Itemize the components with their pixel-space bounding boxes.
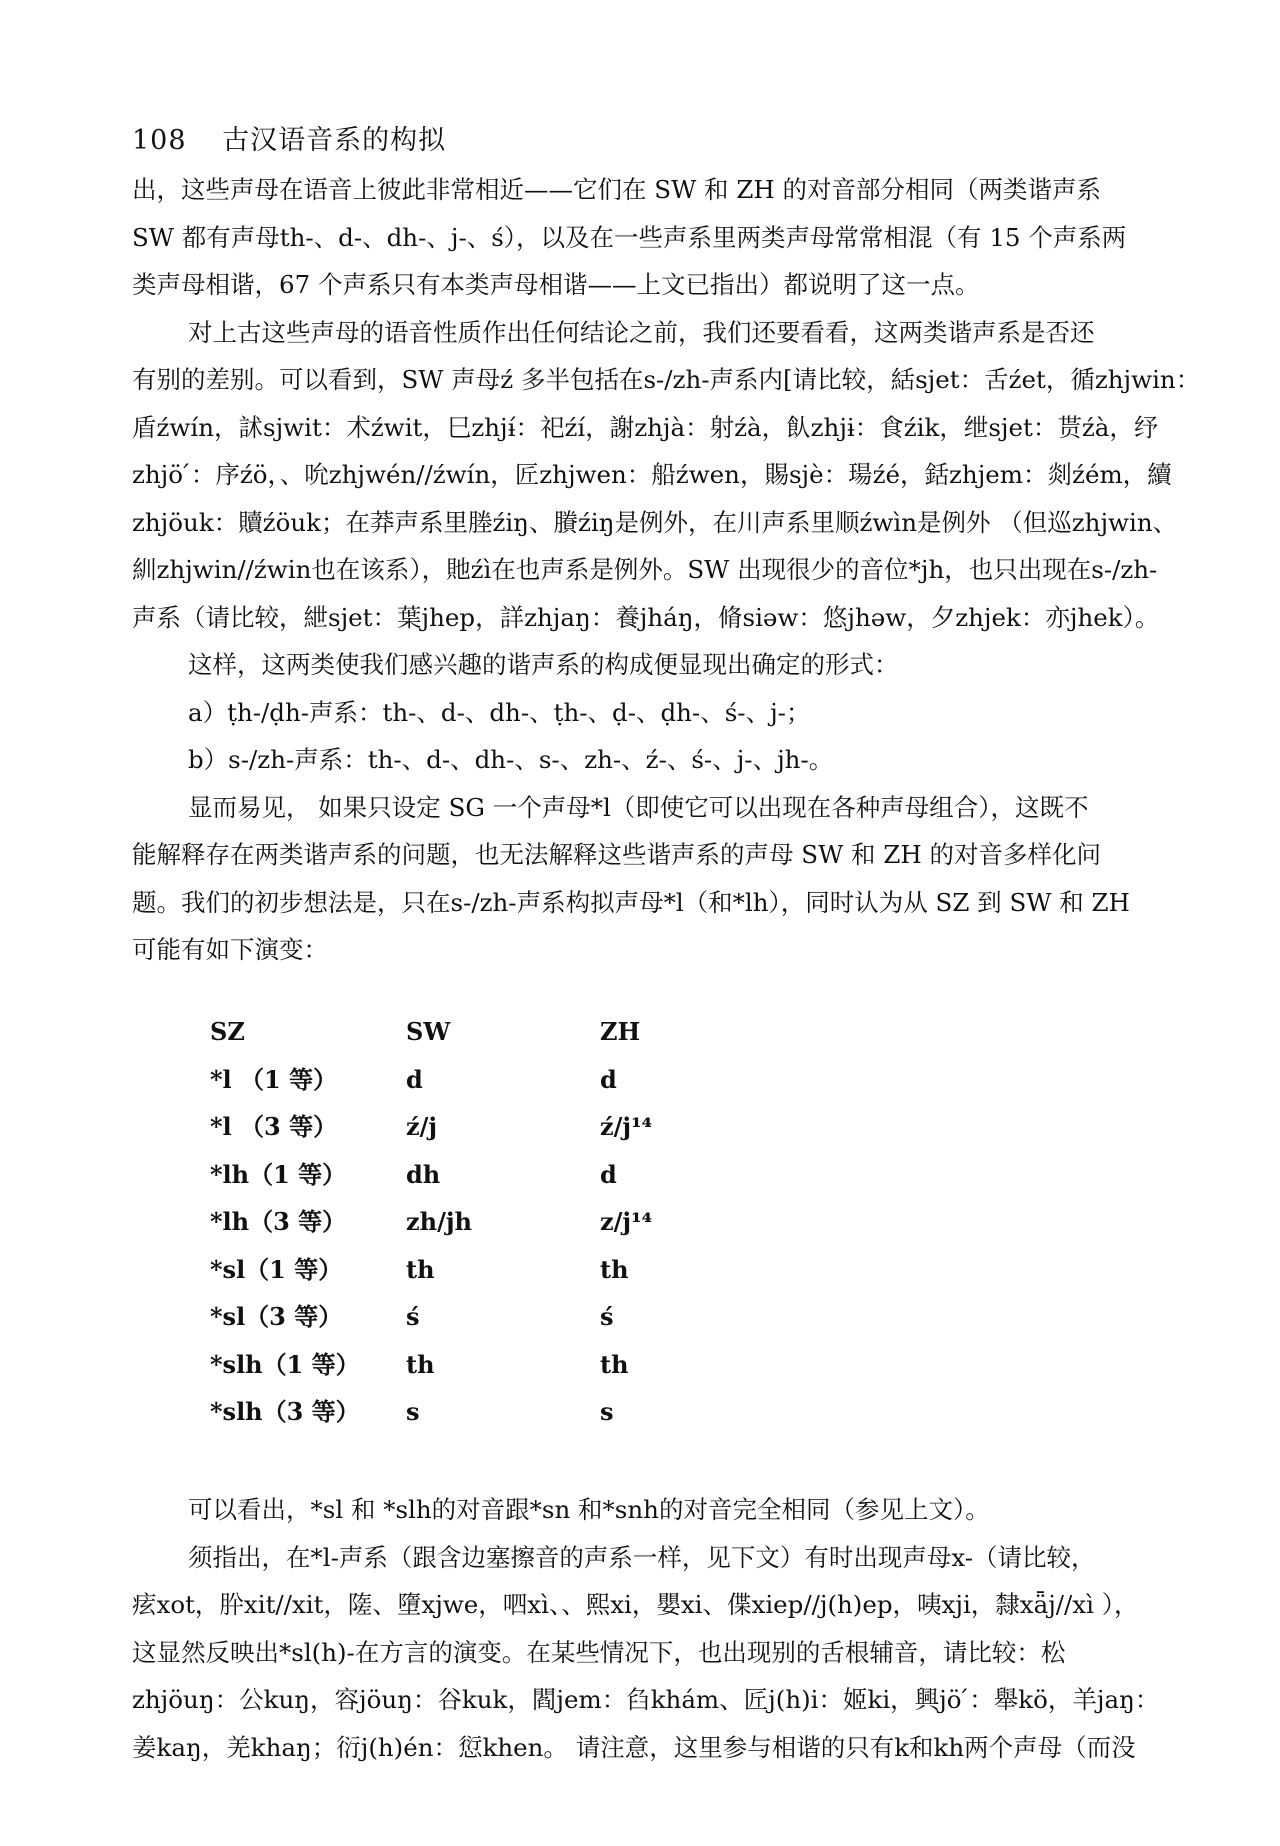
table-row (210, 1103, 770, 1151)
cell-sz: *l （3 等） (210, 1112, 338, 1141)
running-title: 古汉语音系的构拟 (222, 125, 447, 156)
table-row (210, 1198, 770, 1246)
table-row (210, 1246, 770, 1294)
cell-zh: d (600, 1159, 617, 1189)
cell-sw: d (406, 1064, 423, 1094)
text-line: 须指出，在*l-声系（跟含边塞擦音的声系一样，见下文）有时出现声母x-（请比较， (188, 1542, 1096, 1572)
table-row (210, 1293, 770, 1341)
table-header-row (210, 1008, 770, 1056)
text-line: 可能有如下演变： (132, 935, 328, 964)
header-sz: SZ (210, 1017, 245, 1046)
text-line: zhjöuk：贖źöuk；在莽声系里塍źiŋ、賸źiŋ是例外，在川声系里顺źwìn是例外 （但巡zhjwin、 (132, 507, 1178, 537)
cell-sw: th (406, 1254, 435, 1284)
text-line: 盾źwín，訹sjwit：术źwit，巳zhjɨ́：祀źí，謝zhjà：射źà，飤zhjɨ：食źik，绁sjet：贳źà，纾 (132, 412, 1159, 442)
text-line: 可以看出，*sl 和 *slh的对音跟*sn 和*snh的对音完全相同（参见上文）。 (188, 1495, 990, 1524)
text-line: 姜kaŋ，羌khaŋ；衍j(h)én：愆khen。 请注意，这里参与相谐的只有k和kh两个声母（而没 (132, 1732, 1136, 1762)
table-row (210, 1056, 770, 1104)
cell-sz: *l （1 等） (210, 1064, 338, 1094)
cell-zh: th (600, 1254, 629, 1284)
cell-sw: ś (406, 1302, 420, 1331)
cell-sz: *lh（3 等） (210, 1207, 347, 1236)
cell-zh: ś (600, 1302, 614, 1331)
page-number: 108 (132, 125, 187, 156)
cell-sz: *slh（1 等） (210, 1349, 360, 1379)
cell-sz: *sl（1 等） (210, 1254, 343, 1284)
cell-sz: *lh（1 等） (210, 1159, 347, 1189)
cell-zh: ź/j¹⁴ (600, 1112, 653, 1141)
text-line: zhjöuŋ：公kuŋ，容jöuŋ：谷kuk，閻jem：臽khám、匠j(h)i：姬ki，興jö ́：舉kö，羊jaŋ： (132, 1685, 1160, 1714)
cell-zh: s (600, 1397, 614, 1426)
cell-sw: ź/j (406, 1112, 438, 1141)
text-line: 题。我们的初步想法是，只在s-/zh-声系构拟声母*l（和*lh），同时认为从 SZ 到 SW 和 ZH (132, 887, 1130, 917)
text-line: 紃zhjwin//źwin也在该系），貤źì在也声系是例外。SW 出现很少的音位*jh，也只出现在s-/zh- (132, 555, 1158, 584)
cell-zh: d (600, 1064, 617, 1094)
text-line: 显而易见， 如果只设定 SG 一个声母*l（即使它可以出现在各种声母组合），这既不 (188, 792, 1089, 822)
running-header (132, 118, 446, 157)
list-item-b: b）s-/zh-声系：th-、d-、dh-、s-、zh-、ź-、ś-、j-、jh-。 (188, 745, 834, 774)
text-line: SW 都有声母th-、d-、dh-、j-、ś），以及在一些声系里两类声母常常相混（有 15 个声系两 (132, 222, 1127, 252)
text-line: 能解释存在两类谐声系的问题，也无法解释这些谐声系的声母 SW 和 ZH 的对音多样化问 (132, 840, 1102, 869)
text-line: 这显然反映出*sl(h)-在方言的演变。在某些情况下，也出现别的舌根辅音，请比较：松 (132, 1637, 1066, 1667)
cell-sw: zh/jh (406, 1207, 472, 1236)
cell-sz: *slh（3 等） (210, 1397, 360, 1426)
cell-sw: dh (406, 1159, 441, 1189)
text-line: 出，这些声母在语音上彼此非常相近——它们在 SW 和 ZH 的对音部分相同（两类谐声系 (132, 175, 1102, 204)
text-line: zhjö ́：序źö，、吮zhjwén//źwín，匠zhjwen：船źwen，賜sjè：瑒źé，銛zhjem：剡źém，續 (132, 460, 1172, 489)
text-line: 这样，这两类使我们感兴趣的谐声系的构成便显现出确定的形式： (188, 650, 899, 679)
text-line: 对上古这些声母的语音性质作出任何结论之前，我们还要看看，这两类谐声系是否还 (188, 317, 1095, 347)
cell-sw: th (406, 1349, 435, 1379)
text-line: 痃xot，肸xit//xit，隓、墮xjwe，呬xì、、熙xi，嬰xi、偞xiep//j(h)ep，咦xji，隸xǟj//xì ）， (132, 1590, 1139, 1619)
text-line: 类声母相谐，67 个声系只有本类声母相谐——上文已指出）都说明了这一点。 (132, 270, 980, 299)
table-row (210, 1388, 770, 1436)
cell-zh: z/j¹⁴ (600, 1207, 653, 1236)
list-item-a: a）ṭh-/ḍh-声系：th-、d-、dh-、ṭh-、ḍ-、ḍh-、ś-、j-； (188, 697, 811, 727)
body-text-bottom (132, 1486, 1208, 1771)
table-row (210, 1151, 770, 1199)
cell-sw: s (406, 1397, 420, 1426)
text-line: 声系（请比较，紲sjet：葉jhep，詳zhjaŋ：養jháŋ，脩siəw：悠jhəw，夕zhjek：亦jhek）。 (132, 602, 1160, 632)
table-row (210, 1341, 770, 1389)
text-line: 有别的差别。可以看到，SW 声母ź 多半包括在s-/zh-声系内[请比较，絬sjet：舌źet，循zhjwin： (132, 365, 1201, 394)
cell-sz: *sl（3 等） (210, 1302, 343, 1331)
header-zh: ZH (600, 1017, 641, 1046)
cell-zh: th (600, 1349, 629, 1379)
body-text-top (132, 166, 1208, 974)
correspondence-table (210, 1008, 770, 1436)
header-sw: SW (406, 1017, 451, 1046)
